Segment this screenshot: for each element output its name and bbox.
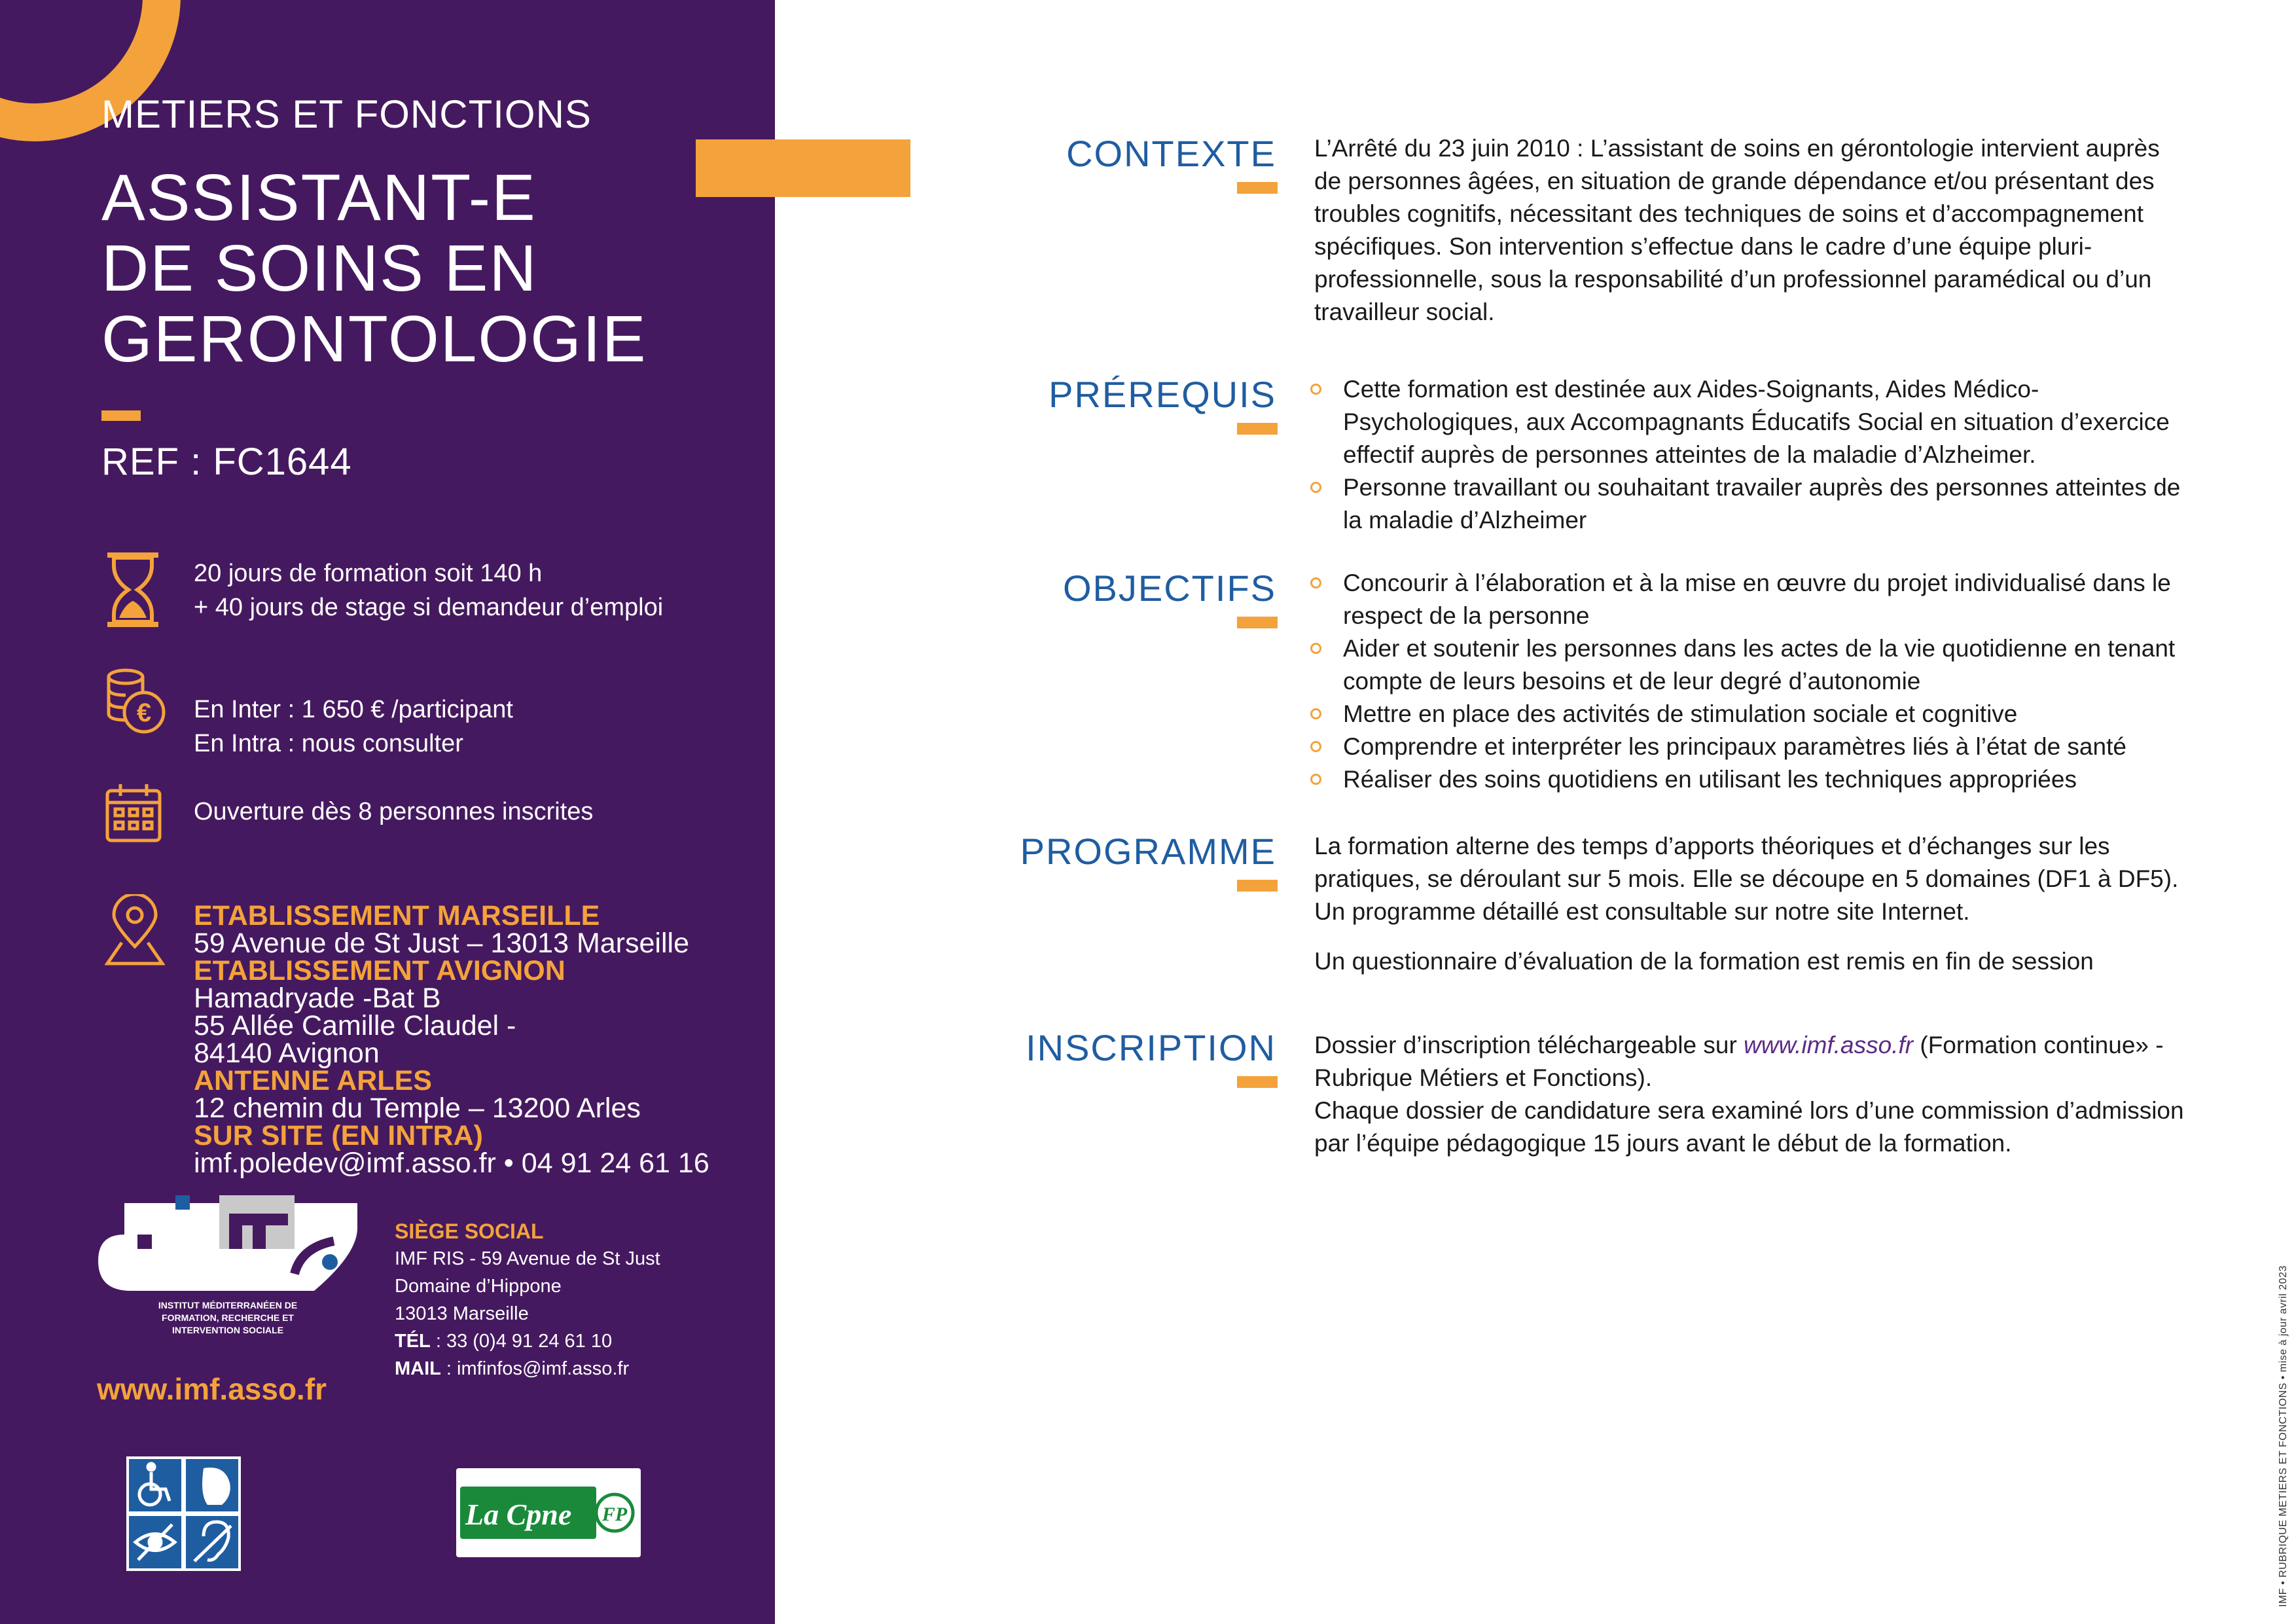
- section-dash: [1237, 182, 1278, 194]
- section-dash: [1237, 880, 1278, 892]
- opening-info: Ouverture dès 8 personnes inscrites: [194, 798, 594, 825]
- map-pin-icon: [105, 894, 165, 966]
- calendar-icon: [105, 783, 162, 843]
- head-office: SIÈGE SOCIAL IMF RIS - 59 Avenue de St Just Domaine d’Hippone 13013 Marseille TÉL : 33 (0)4 91 24 61 10 MAIL : imfinfos@imf.asso.fr: [395, 1218, 660, 1382]
- section-title-objectifs: OBJECTIFS: [1062, 568, 1276, 609]
- duration-info: 20 jours de formation soit 140 h + 40 jours de stage si demandeur d’emploi: [194, 560, 664, 621]
- imf-logo-caption: INSTITUT MÉDITERRANÉEN DE FORMATION, RECHERCHE ET INTERVENTION SOCIALE: [158, 1300, 298, 1335]
- section-title-programme: PROGRAMME: [1020, 831, 1276, 872]
- list-item: Comprendre et interpréter les principaux paramètres liés à l’état de santé: [1310, 731, 2240, 763]
- svg-text:€: €: [136, 698, 152, 727]
- svg-text:La Cpne: La Cpne: [465, 1498, 572, 1531]
- reference-code: REF : FC1644: [101, 441, 352, 483]
- category-label: METIERS ET FONCTIONS: [101, 92, 592, 136]
- website-link[interactable]: www.imf.asso.fr: [97, 1372, 327, 1406]
- contact-line[interactable]: imf.poledev@imf.asso.fr • 04 91 24 61 16: [194, 1147, 709, 1179]
- list-item: Aider et soutenir les personnes dans les actes de la vie quotidienne en tenant compte de leurs besoins et de leur degré d’autonomie: [1310, 632, 2240, 698]
- list-item: Personne travaillant ou souhaitant travailer auprès des personnes atteintes de la maladie d’Alzheimer: [1310, 471, 2240, 537]
- list-item: Réaliser des soins quotidiens en utilisant les techniques appropriées: [1310, 763, 2240, 796]
- title-dash: [101, 410, 141, 421]
- section-body-programme: La formation alterne des temps d’apports théoriques et d’échanges sur les pratiques, se déroulant sur 5 mois. Elle se découpe en 5 domaines (DF1 à DF5). Un programme détaillé est consultable sur notre site Internet. Un questionnaire d’évaluation de la formation est remis en fin de session: [1314, 833, 2179, 975]
- page-title: ASSISTANT-E DE SOINS EN GERONTOLOGIE: [101, 161, 647, 376]
- section-title-contexte: CONTEXTE: [1066, 133, 1276, 174]
- list-item: Cette formation est destinée aux Aides-Soignants, Aides Médico- Psychologiques, aux Accompagnants Éducatifs Social en situation d’exercice effectif auprès de personnes atteintes de la maladie d’Alzheimer.: [1310, 373, 2240, 471]
- head-office-phone: TÉL : 33 (0)4 91 24 61 10: [395, 1331, 613, 1352]
- sidebar: [0, 0, 775, 1624]
- accessibility-icons: [126, 1456, 241, 1571]
- section-dash: [1237, 617, 1278, 628]
- section-body-contexte: L’Arrêté du 23 juin 2010 : L’assistant de soins en gérontologie intervient auprès de personnes âgées, en situation de grande dépendance et/ou présentant des troubles cognitifs, nécessitant des techniques de soins et d’accompagnement spécifiques. Son intervention s’effectue dans le cadre d’une équipe pluri- professionnelle, sous la responsabilité d’un professionnel paramédical ou d’un travailleur social.: [1314, 135, 2160, 325]
- section-dash: [1237, 423, 1278, 435]
- head-office-mail[interactable]: MAIL : imfinfos@imf.asso.fr: [395, 1358, 630, 1379]
- cpne-logo: [456, 1468, 641, 1557]
- list-item: Mettre en place des activités de stimulation sociale et cognitive: [1310, 698, 2240, 731]
- section-body-objectifs: [1310, 567, 2240, 796]
- price-info: En Inter : 1 650 € /participant En Intra : nous consulter: [194, 696, 513, 757]
- section-title-inscription: INSCRIPTION: [1026, 1027, 1276, 1068]
- hourglass-icon: [105, 551, 161, 628]
- imf-logo: [98, 1195, 357, 1291]
- decorative-orange-bar: [696, 139, 910, 197]
- section-body-prerequis: [1310, 373, 2240, 537]
- coins-euro-icon: [105, 668, 168, 736]
- locations: ETABLISSEMENT MARSEILLE 59 Avenue de St Just – 13013 Marseille ETABLISSEMENT AVIGNON Hamadryade -Bat B 55 Allée Camille Claudel - 84140 Avignon ANTENNE ARLES 12 chemin du Temple – 13200 Arles SUR SITE (EN INTRA) imf.poledev@imf.asso.fr • 04 91 24 61 16: [194, 900, 709, 1179]
- svg-text:FP: FP: [601, 1504, 628, 1525]
- inscription-link[interactable]: www.imf.asso.fr: [1744, 1032, 1914, 1058]
- list-item: Concourir à l’élaboration et à la mise en œuvre du projet individualisé dans le respect de la personne: [1310, 567, 2240, 632]
- vertical-footer-note: IMF • RUBRIQUE METIERS ET FONCTIONS • mise à jour avril 2023: [2278, 1265, 2289, 1607]
- section-body-inscription: Dossier d’inscription téléchargeable sur www.imf.asso.fr (Formation continue» - Rubrique Métiers et Fonctions). Chaque dossier de candidature sera examiné lors d’une commission d’admission par l’équipe pédagogique 15 jours avant le début de la formation.: [1314, 1032, 2184, 1157]
- section-title-prerequis: PRÉREQUIS: [1049, 374, 1276, 415]
- section-dash: [1237, 1076, 1278, 1088]
